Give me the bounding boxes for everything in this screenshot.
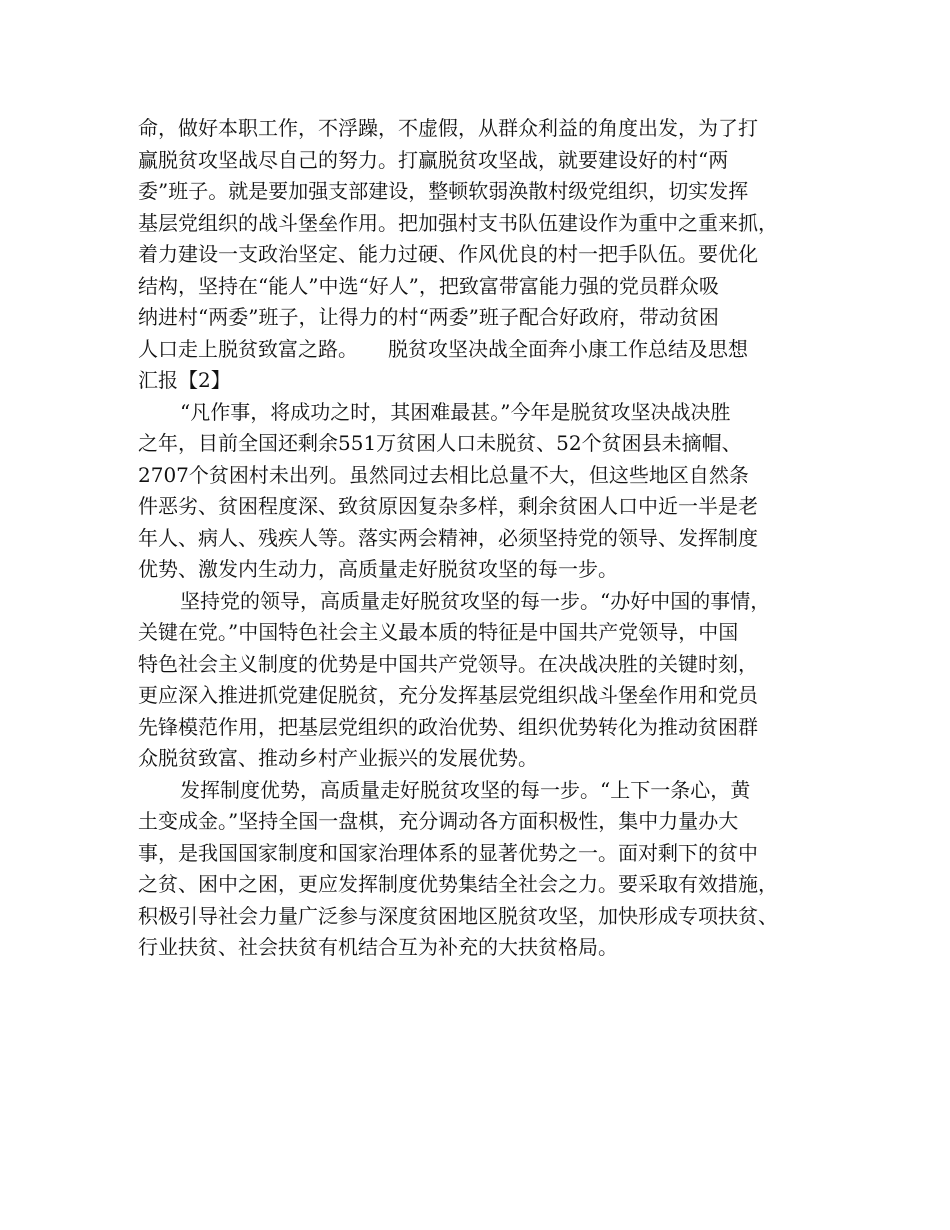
text-line: 纳进村“两委”班子，让得力的村“两委”班子配合好政府，带动贫困 [138, 305, 719, 329]
text-line: 2707个贫困村未出列。虽然同过去相比总量不大，但这些地区自然条 [138, 462, 749, 487]
text-line: 结构，坚持在“能人”中选“好人”，把致富带富能力强的党员群众吸 [138, 273, 719, 298]
text-line: 土变成金。”坚持全国一盘棋，充分调动各方面积极性，集中力量办大 [138, 809, 739, 833]
text-line: 优势、激发内生动力，高质量走好脱贫攻坚的每一步。 [138, 557, 618, 581]
text-line: “凡作事，将成功之时，其困难最甚。”今年是脱贫攻坚决战决胜 [180, 399, 731, 424]
text-line: 行业扶贫、社会扶贫有机结合互为补充的大扶贫格局。 [138, 935, 618, 959]
paragraph-4 [138, 775, 838, 964]
text-line: 先锋模范作用，把基层党组织的政治优势、组织优势转化为推动贫困群 [138, 714, 758, 739]
text-line: 事，是我国国家制度和国家治理体系的显著优势之一。面对剩下的贫中 [138, 840, 758, 865]
section-heading-line: 汇报【2】 [138, 368, 231, 392]
text-line: 委”班子。就是要加强支部建设，整顿软弱涣散村级党组织，切实发挥 [138, 179, 749, 203]
text-line: 发挥制度优势，高质量走好脱贫攻坚的每一步。“上下一条心，黄 [180, 777, 751, 802]
text-line: 之贫、困中之困，更应发挥制度优势集结全社会之力。要采取有效措施， [138, 872, 778, 896]
text-line: 特色社会主义制度的优势是中国共产党领导。在决战决胜的关键时刻， [138, 651, 758, 676]
document-body [138, 113, 838, 964]
text-line: 关键在党。”中国特色社会主义最本质的特征是中国共产党领导，中国 [138, 620, 739, 644]
text-line: 赢脱贫攻坚战尽自己的努力。打赢脱贫攻坚战，就要建设好的村“两 [138, 147, 729, 172]
text-line: 更应深入推进抓党建促脱贫，充分发挥基层党组织战斗堡垒作用和党员 [138, 683, 758, 707]
paragraph-3 [138, 586, 838, 775]
text-line: 人口走上脱贫致富之路。 脱贫攻坚决战全面奔小康工作总结及思想 [138, 336, 748, 361]
text-line: 基层党组织的战斗堡垒作用。把加强村支书队伍建设作为重中之重来抓， [138, 210, 778, 235]
paragraph-2 [138, 397, 838, 586]
paragraph-1 [138, 113, 838, 397]
text-line: 着力建设一支政治坚定、能力过硬、作风优良的村一把手队伍。要优化 [138, 242, 758, 266]
text-line: 件恶劣、贫困程度深、致贫原因复杂多样，剩余贫困人口中近一半是老 [138, 494, 758, 518]
text-line: 积极引导社会力量广泛参与深度贫困地区脱贫攻坚，加快形成专项扶贫、 [138, 903, 778, 928]
text-line: 众脱贫致富、推动乡村产业振兴的发展优势。 [138, 746, 538, 770]
text-line: 坚持党的领导，高质量走好脱贫攻坚的每一步。“办好中国的事情， [180, 588, 771, 613]
text-line: 之年，目前全国还剩余551万贫困人口未脱贫、52个贫困县未摘帽、 [138, 431, 742, 455]
text-line: 年人、病人、残疾人等。落实两会精神，必须坚持党的领导、发挥制度 [138, 525, 758, 550]
text-line: 命，做好本职工作，不浮躁，不虚假，从群众利益的角度出发，为了打 [138, 116, 758, 140]
